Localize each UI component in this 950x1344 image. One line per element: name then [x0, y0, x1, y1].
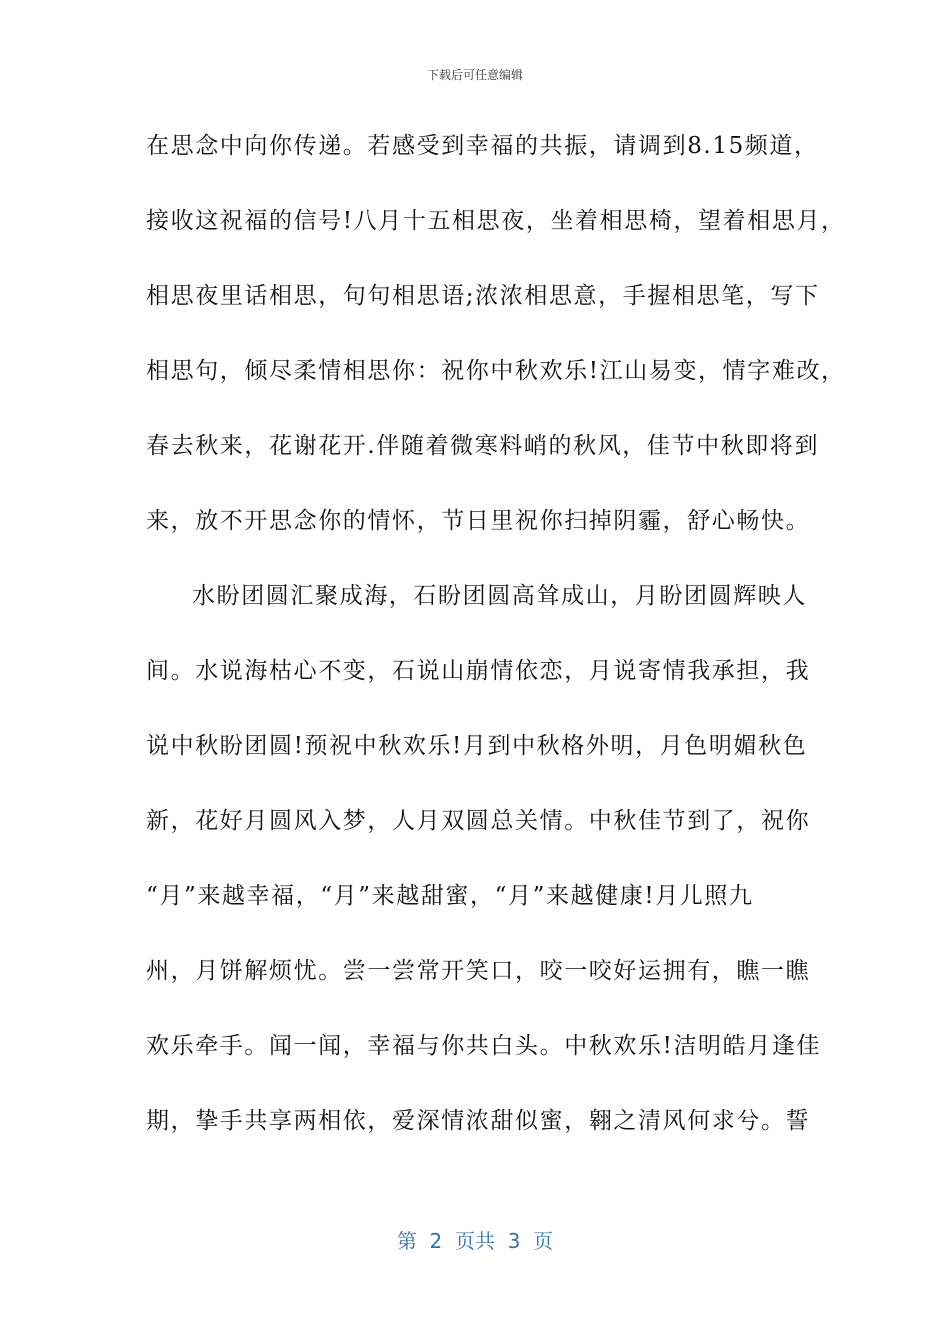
document-body: [146, 124, 846, 1174]
text-line: 相思句，倾尽柔情相思你：祝你中秋欢乐!江山易变，情字难改，: [146, 358, 846, 384]
text-line: 州，月饼解烦忧。尝一尝常开笑口，咬一咬好运拥有，瞧一瞧: [146, 958, 811, 984]
text-line: 在思念中向你传递。若感受到幸福的共振，请调到8.15频道，: [146, 133, 819, 159]
text-line: 欢乐牵手。闻一闻，幸福与你共白头。中秋欢乐!洁明皓月逢佳: [146, 1033, 822, 1059]
text-line: 新，花好月圆风入梦，人月双圆总关情。中秋佳节到了，祝你: [146, 808, 811, 834]
text-line: 春去秋来，花谢花开.伴随着微寒料峭的秋风，佳节中秋即将到: [146, 433, 820, 459]
text-line: 接收这祝福的信号!八月十五相思夜，坐着相思椅，望着相思月，: [146, 208, 846, 234]
text-line: 说中秋盼团圆!预祝中秋欢乐!月到中秋格外明，月色明媚秋色: [146, 733, 808, 759]
text-line: 水盼团圆汇聚成海，石盼团圆高耸成山，月盼团圆辉映人: [192, 583, 807, 609]
page-footer: [0, 1225, 950, 1254]
text-line: 期，挚手共享两相依，爱深情浓甜似蜜，翱之清风何求兮。誓: [146, 1108, 811, 1134]
text-line: “月”来越幸福，“月”来越甜蜜，“月”来越健康!月儿照九: [146, 883, 754, 909]
text-line: 间。水说海枯心不变，石说山崩情依恋，月说寄情我承担，我: [146, 658, 811, 684]
text-line: 相思夜里话相思，句句相思语;浓浓相思意，手握相思笔，写下: [146, 283, 820, 309]
text-line: 来，放不开思念你的情怀，节日里祝你扫掉阴霾，舒心畅快。: [146, 508, 811, 534]
page-number-label: 第 2 页共 3 页: [396, 1229, 554, 1253]
page-header: 下载后可任意编辑: [426, 68, 523, 82]
